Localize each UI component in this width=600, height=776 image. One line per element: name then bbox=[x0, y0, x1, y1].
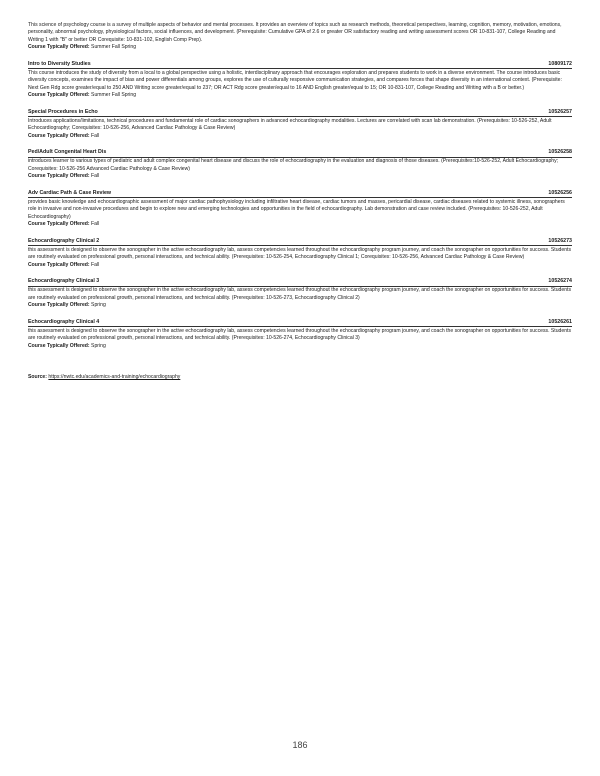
offered-label: Course Typically Offered: bbox=[28, 132, 90, 139]
course-code: 10526258 bbox=[548, 149, 572, 156]
course-description: provides basic knowledge and echocardiographic assessment of major cardiac pathophysiology including infiltrative heart disease, cardiac tumors and masses, pericardial disease, cardiac diseases related to systemic illness, sonographers role in invasive and non-invasive procedures and begin to explore new and emerging technologies and opportunities in the field of echocardiography. Lab demonstration and case review included. (Prerequisites: 10-526-252, Adult Echocardiography) bbox=[28, 198, 565, 220]
intro-course-block bbox=[28, 22, 572, 52]
offered-value: Summer Fall Spring bbox=[91, 92, 137, 99]
course-description: this assessment is designed to observe the sonographer in the active echocardiography lab, assess competencies learned throughout the echocardiography program journey, and coach the sonographer on opportunities for success. Students are routinely evaluated on professional growth, personal interactions, and technical ability. (Prerequisites: 10-526-273, Echocardiography Clinical 2) bbox=[28, 287, 572, 301]
offered-value: Fall bbox=[91, 132, 100, 139]
course-header bbox=[28, 190, 572, 199]
course-offered bbox=[28, 173, 572, 180]
offered-value: Fall bbox=[91, 173, 100, 180]
course-title: Special Procedures in Echo bbox=[28, 108, 98, 115]
course-code: 10526261 bbox=[548, 318, 572, 325]
offered-value: Spring bbox=[91, 302, 106, 309]
course-code: 10526256 bbox=[548, 189, 572, 196]
offered-value: Spring bbox=[91, 342, 106, 349]
course-header bbox=[28, 109, 572, 118]
offered-label: Course Typically Offered: bbox=[28, 44, 90, 51]
course-header bbox=[28, 278, 572, 287]
course-block bbox=[28, 238, 572, 270]
offered-label: Course Typically Offered: bbox=[28, 221, 90, 228]
offered-label: Course Typically Offered: bbox=[28, 261, 90, 268]
course-offered bbox=[28, 221, 572, 228]
offered-label: Course Typically Offered: bbox=[28, 92, 90, 99]
course-offered bbox=[28, 133, 572, 140]
page-number: 186 bbox=[292, 740, 308, 750]
course-code: 10526273 bbox=[548, 237, 572, 244]
offered-value: Summer Fall Spring bbox=[91, 44, 137, 51]
document-page bbox=[28, 22, 572, 381]
course-code: 10809172 bbox=[548, 60, 572, 67]
course-description: introduces learner to various types of pediatric and adult complex congenital heart disease and discuss the role of echocardiography in the evaluation and diagnosis of those diseases. (Prerequisites:10-526-252, Adult Echocardiography; Corequisites: 10-526-256 Advanced Cardiac Pathology & Case Review) bbox=[28, 158, 559, 172]
course-title: Ped/Adult Congenital Heart Dis bbox=[28, 149, 107, 156]
intro-offered bbox=[28, 44, 572, 51]
course-header bbox=[28, 149, 572, 158]
course-title: Adv Cardiac Path & Case Review bbox=[28, 189, 112, 196]
course-offered bbox=[28, 262, 572, 269]
course-block bbox=[28, 278, 572, 310]
offered-label: Course Typically Offered: bbox=[28, 302, 90, 309]
course-block bbox=[28, 149, 572, 181]
source-label: Source: bbox=[28, 374, 47, 381]
course-code: 10526274 bbox=[548, 278, 572, 285]
source-link[interactable]: https://nwtc.edu/academics-and-training/echocardiography bbox=[48, 374, 181, 381]
course-description: this assessment is designed to observe the sonographer in the active echocardiography lab, assess competencies learned throughout the echocardiography program journey, and coach the sonographer on opportunities for success. Students are routinely evaluated on professional growth, personal interactions, and technical ability. (Prerequisites: 10-526-254, Echocardiography Clinical 1; Corequisites: 10-526-256, Advanced Cardiac Pathology & Case Review) bbox=[28, 246, 572, 261]
course-description: This course introduces the study of diversity from a local to a global perspective using a holistic, interdisciplinary approach that encourages exploration and prepares students to work in a diverse environment. The course introduces basic diversity concepts, examines the impact of bias and power differentials among groups, explores the use of culturally responsive communication strategies, and compares forces that shape diversity in an international context. (Prerequisite: Next Gen Rdg score greater/equal to 250 AND Writing score greater/equal to 237; OR ACT Rdg score greater/equal to 16 AND English greater/equal to 15; OR 10-831-107, College Reading and Writing with a B or better.) bbox=[28, 69, 562, 91]
course-block bbox=[28, 109, 572, 141]
course-offered bbox=[28, 343, 572, 350]
offered-label: Course Typically Offered: bbox=[28, 173, 90, 180]
course-description: Introduces applications/limitations, technical procedures and fundamental role of cardiac sonographers in advanced echocardiography modalities. Lectures are correlated with scan lab demonstration. (Prerequisites: 10-526-252, Adult Echocardiography; Corequisites: 10-526-256, Advanced Cardiac Pathology & Case Review) bbox=[28, 117, 552, 132]
offered-label: Course Typically Offered: bbox=[28, 342, 90, 349]
course-offered bbox=[28, 92, 572, 99]
offered-value: Fall bbox=[91, 261, 100, 268]
course-header bbox=[28, 238, 572, 247]
course-description: this assessment is designed to observe the sonographer in the active echocardiography lab, assess competencies learned throughout the echocardiography program journey, and coach the sonographer on opportunities for success. Students are routinely evaluated on professional growth, personal interactions, and technical ability. (Prerequisites: 10-526-274, Echocardiography Clinical 3) bbox=[28, 327, 572, 342]
course-block bbox=[28, 190, 572, 229]
course-title: Echocardiography Clinical 4 bbox=[28, 318, 100, 325]
course-title: Echocardiography Clinical 2 bbox=[28, 237, 100, 244]
course-block bbox=[28, 319, 572, 351]
course-title: Echocardiography Clinical 3 bbox=[28, 278, 100, 285]
course-code: 10526257 bbox=[548, 108, 572, 115]
course-header bbox=[28, 319, 572, 328]
course-title: Intro to Diversity Studies bbox=[28, 60, 91, 67]
course-header bbox=[28, 61, 572, 70]
offered-value: Fall bbox=[91, 221, 100, 228]
course-block bbox=[28, 61, 572, 100]
intro-description: This science of psychology course is a survey of multiple aspects of behavior and mental processes. It provides an overview of topics such as research methods, theoretical perspectives, learning, cognition, memory, motivation, emotions, personality, abnormal psychology, physiological factors, social influences, and development. (Prerequisite: Cumulative GPA of 2.6 or greater OR satisfactory reading and writing assessment scores OR 10-831-107, College Reading and Writing 1 with "B" or better OR Corequisite: 10-831-102, English Comp Prep). bbox=[28, 22, 562, 43]
source-line bbox=[28, 374, 572, 381]
course-offered bbox=[28, 302, 572, 309]
